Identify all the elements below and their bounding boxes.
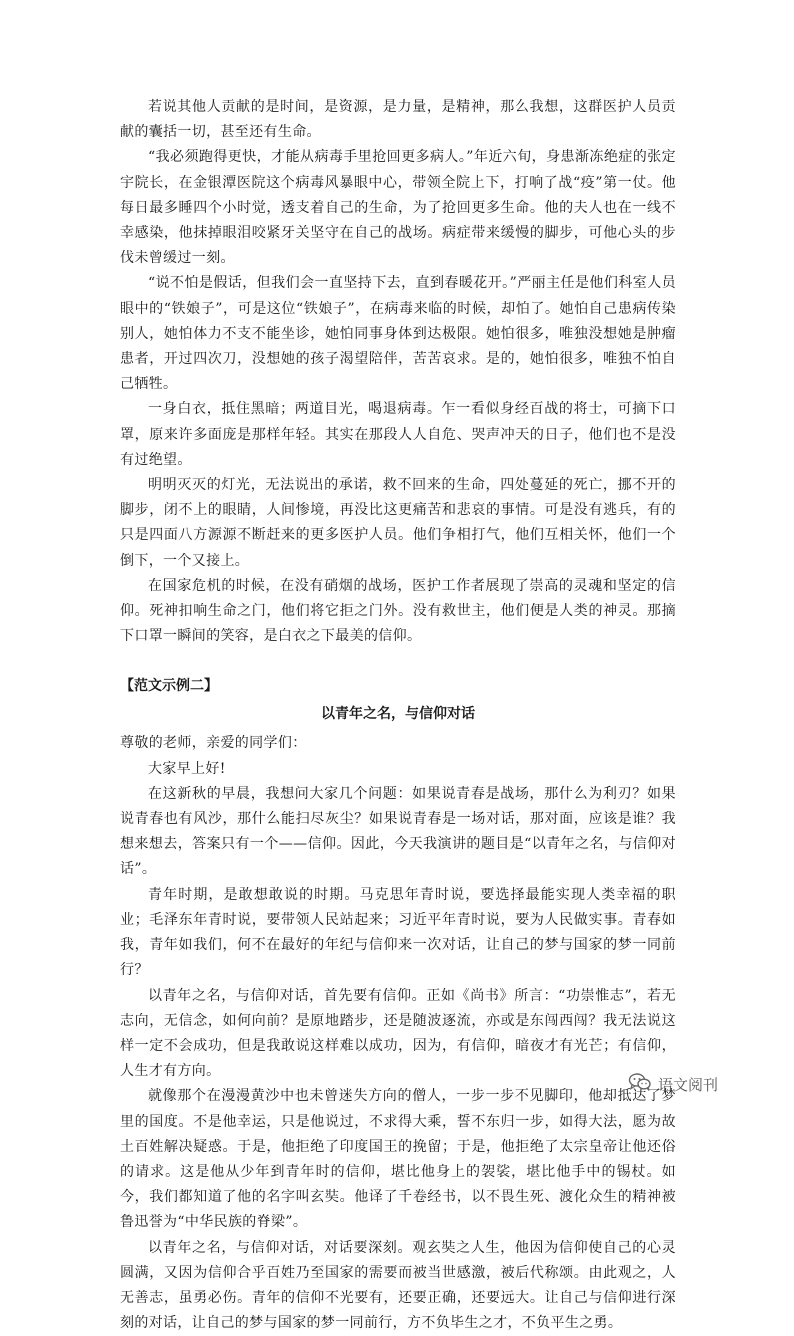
paragraph: 在这新秋的早晨，我想问大家几个问题：如果说青春是战场，那什么为利刃？如果说青春也有风沙，那什么能扫尽灰尘？如果说青春是一场对话，那对面，应该是谁？我想来想去，答案只有一个——信仰。因此，今天我演讲的题目是“以青年之名，与信仰对话”。 <box>120 785 676 878</box>
paragraph: 明明灭灭的灯光，无法说出的承诺，救不回来的生命，四处蔓延的死亡，挪不开的脚步，闭不上的眼睛，人间惨境，再没比这更痛苦和悲哀的事情。可是没有逃兵，有的只是四面八方源源不断赶来的更多医护人员。他们争相打气，他们互相关怀，他们一个倒下，一个又接上。 <box>120 477 676 569</box>
paragraph: 青年时期，是敢想敢说的时期。马克思年青时说，要选择最能实现人类幸福的职业；毛泽东年青时说，要带领人民站起来；习近平年青时说，要为人民做实事。青春如我，青年如我们，何不在最好的年纪与信仰来一次对话，让自己的梦与国家的梦一同前行？ <box>120 886 676 979</box>
paragraph: 一身白衣，抵住黑暗；两道目光，喝退病毒。乍一看似身经百战的将士，可摘下口罩，原来许多面庞是那样年轻。其实在那段人人自危、哭声冲天的日子，他们也不是没有过绝望。 <box>120 401 676 468</box>
paragraph: “我必须跑得更快，才能从病毒手里抢回更多病人。”年近六旬，身患渐冻绝症的张定宇院长，在金银潭医院这个病毒风暴眼中心，带领全院上下，打响了战“疫”第一仗。他每日最多睡四个小时觉，透支着自己的生命，为了抢回更多生命。他的夫人也在一线不幸感染，他抹掉眼泪咬紧牙关坚守在自己的战场。病症带来缓慢的脚步，可他心头的步伐未曾缓过一刻。 <box>120 149 676 267</box>
paragraph: 就像那个在漫漫黄沙中也未曾迷失方向的僧人，一步一步不见脚印，他却抵达了梦里的国度。不是他幸运，只是他说过，不求得大乘，誓不东归一步，如得大法，愿为故土百姓解决疑惑。于是，他拒绝了印度国王的挽留；于是，他拒绝了太宗皇帝让他还俗的请求。这是他从少年到青年时的信仰，堪比他身上的袈裟，堪比他手中的锡杖。如今，我们都知道了他的名字叫玄奘。他译了千卷经书，以不畏生死、渡化众生的精神被鲁迅誉为“中华民族的脊梁”。 <box>120 1088 676 1231</box>
greeting: 尊敬的老师，亲爱的同学们： <box>120 735 307 752</box>
paragraph: 若说其他人贡献的是时间，是资源，是力量，是精神，那么我想，这群医护人员贡献的囊括一切，甚至还有生命。 <box>120 99 676 141</box>
essay-title: 以青年之名，与信仰对话 <box>321 706 475 723</box>
document-body <box>120 95 676 1336</box>
paragraph: 以青年之名，与信仰对话，首先要有信仰。正如《尚书》所言：“功崇惟志”，若无志向，无信念，如何向前？是原地踏步，还是随波逐流，亦或是东闯西闯？我无法说这样一定不会成功，但是我敢说这样难以成功，因为，有信仰，暗夜才有光芒；有信仰，人生才有方向。 <box>120 987 676 1080</box>
salutation: 大家早上好! <box>148 760 226 777</box>
watermark-text: 语文阅刊 <box>658 1075 719 1094</box>
section-spacer <box>120 649 676 673</box>
wechat-icon <box>628 1072 652 1096</box>
watermark <box>628 1072 718 1096</box>
paragraph: 在国家危机的时候，在没有硝烟的战场，医护工作者展现了崇高的灵魂和坚定的信仰。死神扣响生命之门，他们将它拒之门外。没有救世主，他们便是人类的神灵。那摘下口罩一瞬间的笑容，是白衣之下最美的信仰。 <box>120 577 676 645</box>
section-heading: 【范文示例二】 <box>120 678 218 695</box>
paragraph: “说不怕是假话，但我们会一直坚持下去，直到春暖花开。”严丽主任是他们科室人员眼中的“铁娘子”，可是这位“铁娘子”，在病毒来临的时候，却怕了。她怕自己患病传染别人，她怕体力不支不能坐诊，她怕同事身体到达极限。她怕很多，唯独没想她是肿瘤患者，开过四次刀，没想她的孩子渴望陪伴，苦苦哀求。是的，她怕很多，唯独不怕自己牺牲。 <box>120 275 676 393</box>
paragraph: 以青年之名，与信仰对话，对话要深刻。观玄奘之人生，他因为信仰使自己的心灵圆满，又因为信仰合乎百姓乃至国家的需要而被当世感激，被后代称颂。由此观之，人无善志，虽勇必伤。青年的信仰不光要有，还要正确，还要远大。让自己与信仰进行深刻的对话，让自己的梦与国家的梦一同前行，方不负毕生之才，不负平生之勇。 <box>120 1239 676 1332</box>
